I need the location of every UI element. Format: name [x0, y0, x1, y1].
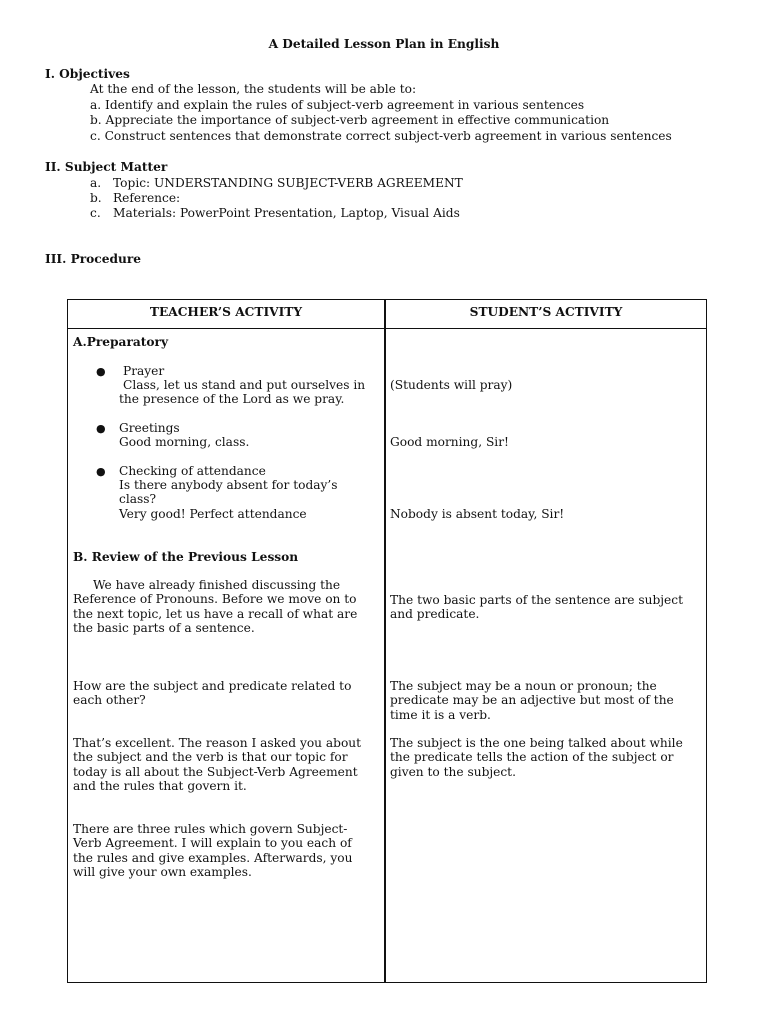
objectives-heading: I. Objectives [45, 67, 130, 81]
preparatory-heading: A.Preparatory [73, 335, 169, 349]
objective-item-b: b. Appreciate the importance of subject-verb agreement in effective communication [90, 113, 610, 127]
prayer-student-response: (Students will pray) [390, 378, 513, 392]
bullet-icon: ● [96, 422, 106, 435]
attendance-question: Is there anybody absent for today’s class? [119, 478, 338, 507]
subject-matter-letter: b. [90, 191, 102, 205]
header-divider [68, 328, 706, 329]
subject-matter-text: Materials: PowerPoint Presentation, Laptop, Visual Aids [113, 206, 460, 220]
objective-item-a: a. Identify and explain the rules of subject-verb agreement in various sentences [90, 98, 585, 112]
relation-question: How are the subject and predicate related to each other? [73, 679, 352, 708]
subject-matter-text: Reference: [113, 191, 181, 205]
subject-matter-item-c [90, 206, 460, 220]
attendance-title: Checking of attendance [119, 464, 266, 478]
excellent-text: That’s excellent. The reason I asked you about the subject and the verb is that our topic for today is all about the Subject-Verb Agreement and the rules that govern it. [73, 736, 362, 794]
greetings-text: Good morning, class. [119, 435, 250, 449]
attendance-student-response: Nobody is absent today, Sir! [390, 507, 565, 521]
bullet-icon: ● [96, 365, 106, 378]
subject-matter-letter: c. [90, 206, 101, 220]
bullet-icon: ● [96, 465, 106, 478]
subject-matter-heading: II. Subject Matter [45, 160, 168, 174]
relation-student-response: The subject may be a noun or pronoun; the predicate may be an adjective but most of the time it is a verb. [390, 679, 674, 722]
subject-matter-text: Topic: UNDERSTANDING SUBJECT-VERB AGREEMENT [113, 176, 463, 190]
attendance-remark: Very good! Perfect attendance [119, 507, 307, 521]
prayer-title: Prayer [123, 364, 165, 378]
activity-table [67, 299, 707, 983]
procedure-heading: III. Procedure [45, 252, 142, 266]
rules-text: There are three rules which govern Subject-Verb Agreement. I will explain to you each of the rules and give examples. Afterwards, you will give your own examples. [73, 822, 353, 880]
objective-item-c: c. Construct sentences that demonstrate correct subject-verb agreement in various sentences [90, 129, 672, 143]
review-text: We have already finished discussing the Reference of Pronouns. Before we move on to the next topic, let us have a recall of what are the basic parts of a sentence. [73, 578, 358, 636]
prayer-text: Class, let us stand and put ourselves in the presence of the Lord as we pray. [119, 378, 366, 407]
student-activity-header: STUDENT’S ACTIVITY [469, 305, 623, 319]
subject-matter-letter: a. [90, 176, 102, 190]
document-title: A Detailed Lesson Plan in English [268, 37, 500, 51]
excellent-student-response: The subject is the one being talked about while the predicate tells the action of the subject or given to the subject. [390, 736, 683, 779]
greetings-title: Greetings [119, 421, 180, 435]
greetings-student-response: Good morning, Sir! [390, 435, 509, 449]
teacher-activity-header: TEACHER’S ACTIVITY [149, 305, 303, 319]
column-divider [384, 300, 386, 982]
objectives-intro: At the end of the lesson, the students will be able to: [90, 82, 417, 96]
subject-matter-item-b [90, 191, 180, 205]
review-heading: B. Review of the Previous Lesson [73, 550, 299, 564]
review-student-response: The two basic parts of the sentence are subject and predicate. [390, 593, 683, 622]
subject-matter-item-a [90, 176, 463, 190]
